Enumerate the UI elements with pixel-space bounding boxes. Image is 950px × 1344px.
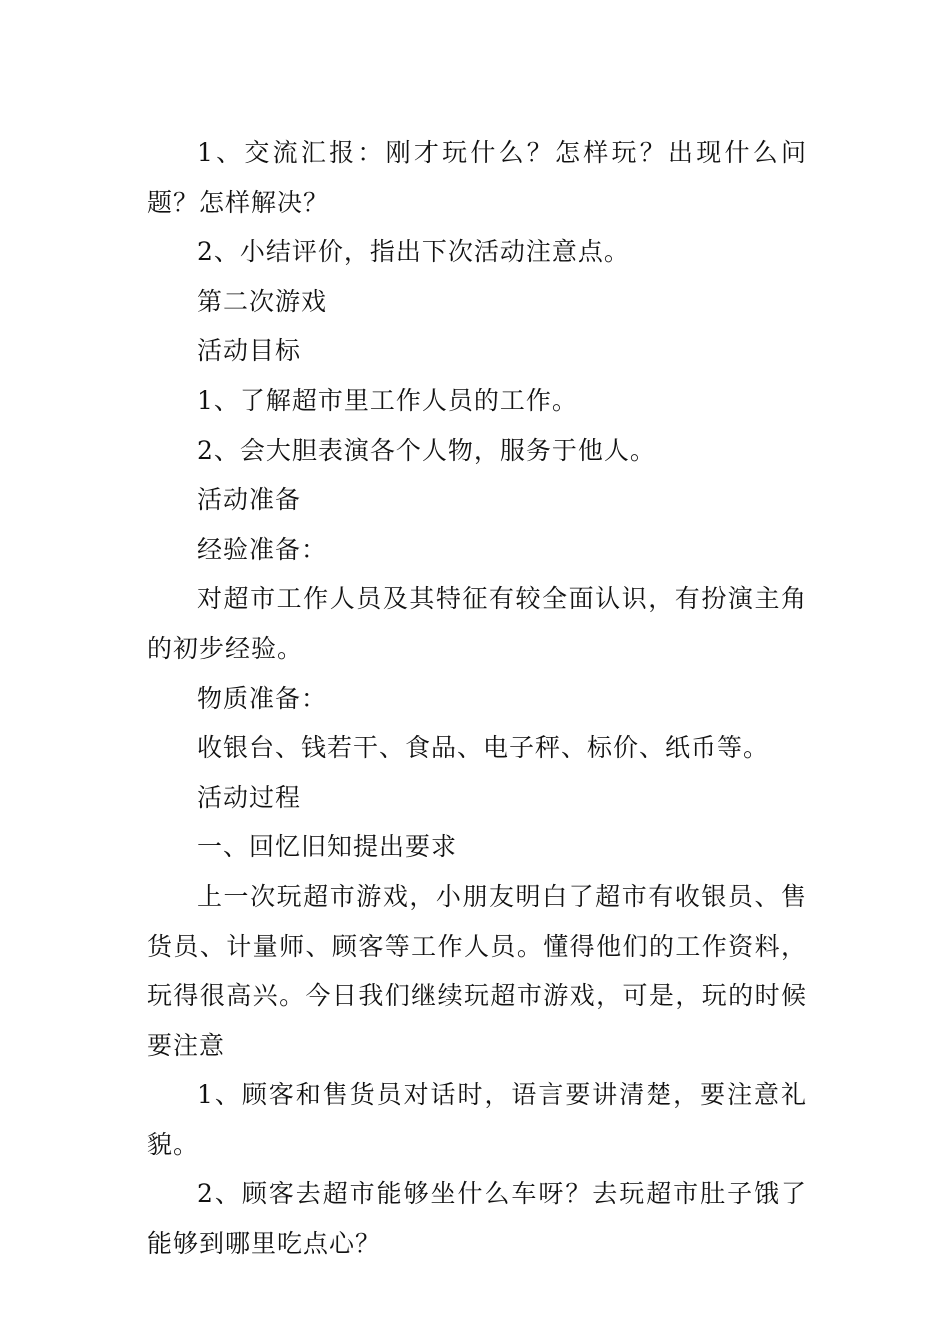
paragraph-material-prep: 收银台、钱若干、食品、电子秤、标价、纸币等。 xyxy=(197,733,770,763)
heading-review-requirements: 一、回忆旧知提出要求 xyxy=(197,832,458,862)
paragraph-review: 上一次玩超市游戏，小朋友明白了超市有收银员、售货员、计量师、顾客等工作人员。懂得他们的工作资料，玩得很高兴。今日我们继续玩超市游戏，可是，玩的时候要注意 xyxy=(147,881,807,1060)
paragraph-report: 1、交流汇报：刚才玩什么？怎样玩？出现什么问题？怎样解决？ xyxy=(147,138,807,217)
goal-item-2: 2、会大胆表演各个人物，服务于他人。 xyxy=(197,435,656,465)
heading-material-prep: 物质准备： xyxy=(197,683,328,713)
paragraph-summary: 2、小结评价，指出下次活动注意点。 xyxy=(197,237,630,267)
heading-second-game: 第二次游戏 xyxy=(197,286,328,316)
goal-item-1: 1、了解超市里工作人员的工作。 xyxy=(197,385,578,415)
document-body xyxy=(147,128,807,1269)
paragraph-experience-prep: 对超市工作人员及其特征有较全面认识，有扮演主角的初步经验。 xyxy=(147,584,807,663)
heading-activity-goals: 活动目标 xyxy=(197,336,302,366)
heading-activity-prep: 活动准备 xyxy=(197,485,302,515)
requirement-item-1: 1、顾客和售货员对话时，语言要讲清楚，要注意礼貌。 xyxy=(147,1080,807,1159)
requirement-item-2: 2、顾客去超市能够坐什么车呀？去玩超市肚子饿了能够到哪里吃点心？ xyxy=(147,1179,807,1259)
heading-experience-prep: 经验准备： xyxy=(197,534,328,564)
heading-activity-process: 活动过程 xyxy=(197,782,302,812)
